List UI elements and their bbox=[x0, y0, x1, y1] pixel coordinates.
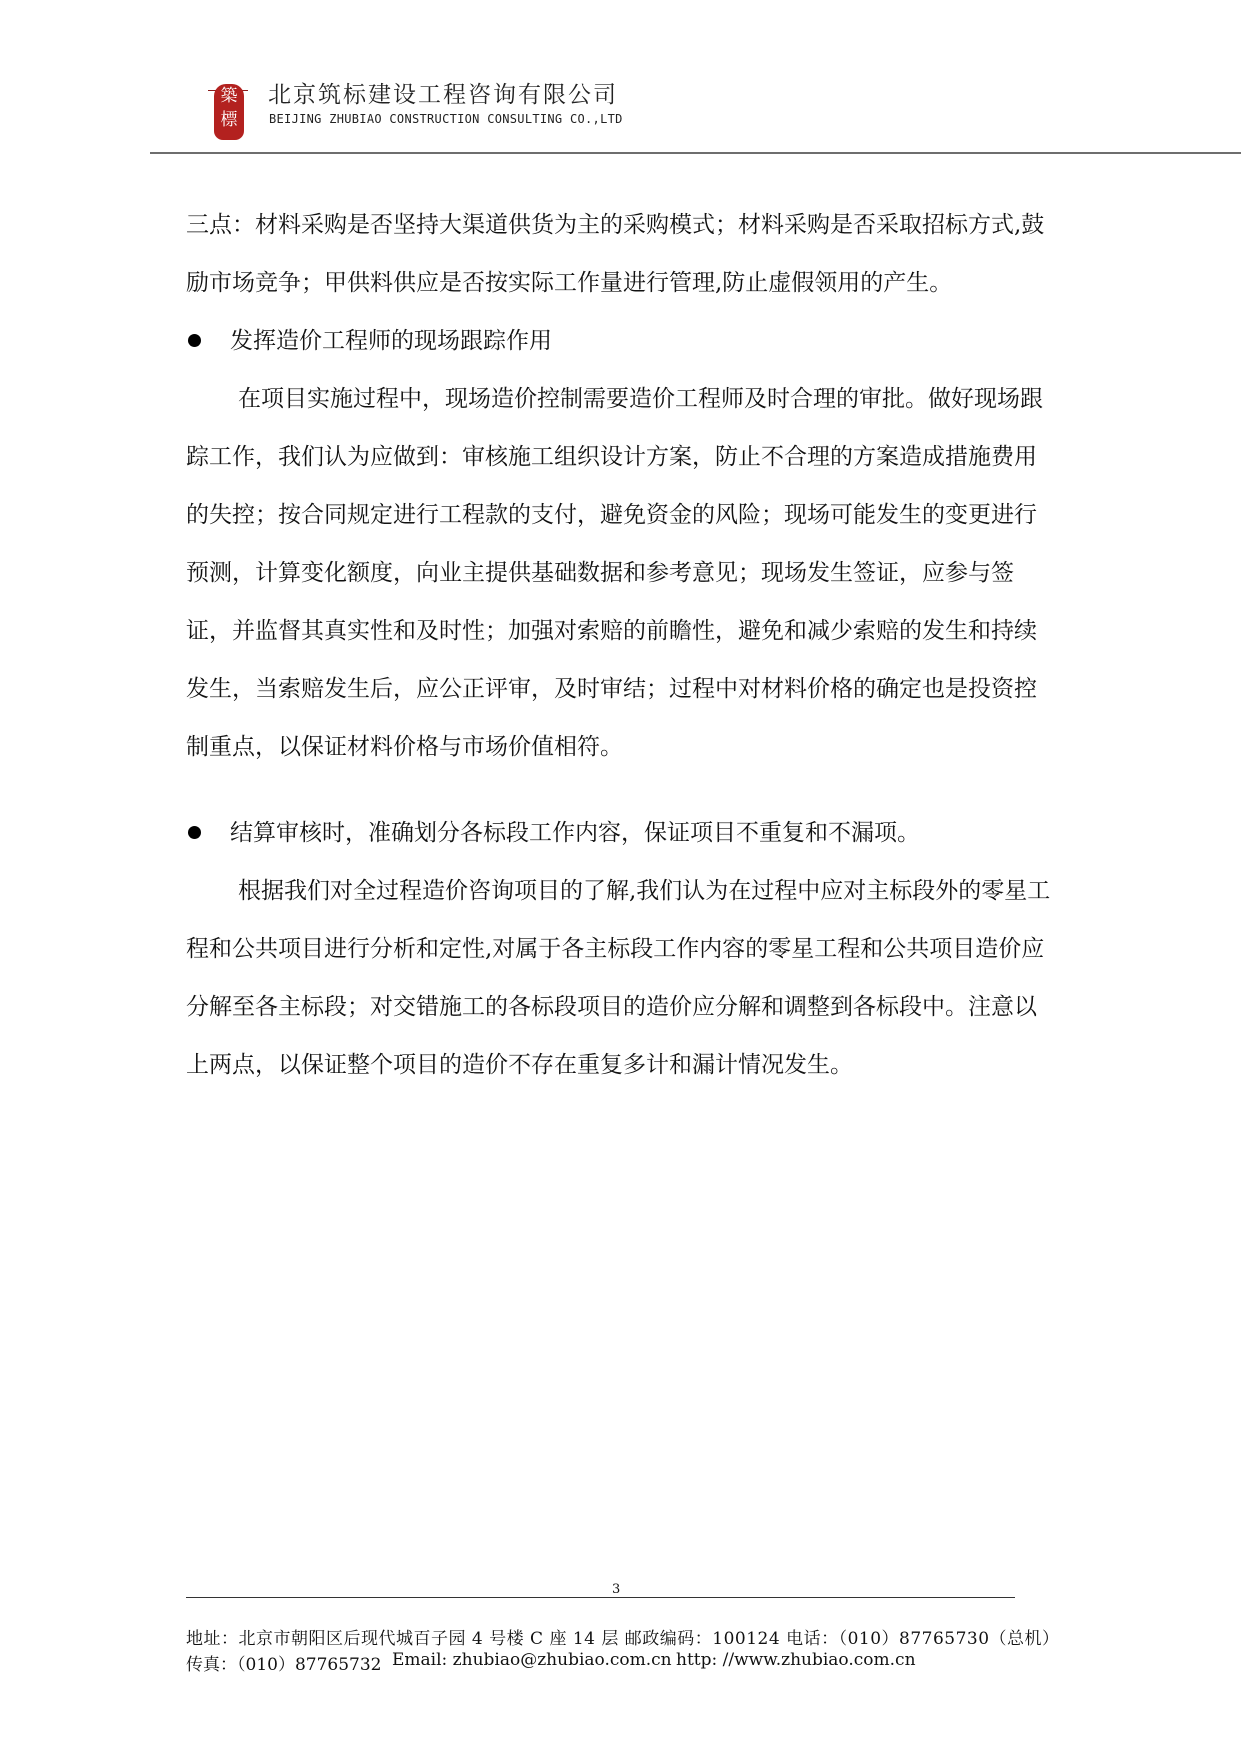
footer-divider bbox=[186, 1597, 1015, 1598]
footer-email[interactable]: Email: zhubiao@zhubiao.com.cn bbox=[392, 1650, 672, 1670]
seal-icon bbox=[214, 84, 244, 140]
bullet-item-1-text: 发挥造价工程师的现场跟踪作用 bbox=[230, 328, 552, 354]
bullet-item-2 bbox=[186, 804, 1056, 862]
paragraph-2: 在项目实施过程中，现场造价控制需要造价工程师及时合理的审批。做好现场跟踪工作，我们认为应做到：审核施工组织设计方案，防止不合理的方案造成措施费用的失控；按合同规定进行工程款的支付，避免资金的风险；现场可能发生的变更进行预测，计算变化额度，向业主提供基础数据和参考意见；现场发生签证，应参与签证，并监督其真实性和及时性；加强对索赔的前瞻性，避免和减少索赔的发生和持续发生，当索赔发生后，应公正评审，及时审结；过程中对材料价格的确定也是投资控制重点，以保证材料价格与市场价值相符。 bbox=[186, 386, 1043, 760]
seal-char-2: 標 bbox=[220, 110, 238, 130]
company-name-cn: 北京筑标建设工程咨询有限公司 bbox=[268, 82, 618, 108]
bullet-dot-icon bbox=[188, 826, 201, 839]
paragraph-3: 根据我们对全过程造价咨询项目的了解,我们认为在过程中应对主标段外的零星工程和公共项目进行分析和定性,对属于各主标段工作内容的零星工程和公共项目造价应分解至各主标段；对交错施工的各标段项目的造价应分解和调整到各标段中。注意以上两点，以保证整个项目的造价不存在重复多计和漏计情况发生。 bbox=[186, 878, 1051, 1078]
company-logo bbox=[208, 72, 248, 142]
page-number: 3 bbox=[612, 1582, 621, 1597]
document-body bbox=[186, 196, 1056, 1094]
bullet-dot-icon bbox=[188, 334, 201, 347]
bullet-item-1 bbox=[186, 312, 1056, 370]
header-divider bbox=[150, 152, 1241, 154]
page-header bbox=[150, 72, 1241, 154]
paragraph-1: 三点：材料采购是否坚持大渠道供货为主的采购模式；材料采购是否采取招标方式,鼓励市场竞争；甲供料供应是否按实际工作量进行管理,防止虚假领用的产生。 bbox=[186, 212, 1045, 296]
seal-char-1: 築 bbox=[220, 86, 238, 106]
spacer bbox=[186, 776, 1056, 804]
footer-address: 地址：北京市朝阳区后现代城百子园 4 号楼 C 座 14 层 邮政编码：100124 电话：（010）87765730（总机） bbox=[186, 1629, 1060, 1649]
bullet-item-2-text: 结算审核时，准确划分各标段工作内容，保证项目不重复和不漏项。 bbox=[230, 820, 920, 846]
company-name-en: BEIJING ZHUBIAO CONSTRUCTION CONSULTING CO.,LTD bbox=[269, 112, 623, 126]
footer-fax: 传真：（010）87765732 bbox=[186, 1655, 382, 1675]
footer-website[interactable]: http: //www.zhubiao.com.cn bbox=[676, 1650, 916, 1670]
